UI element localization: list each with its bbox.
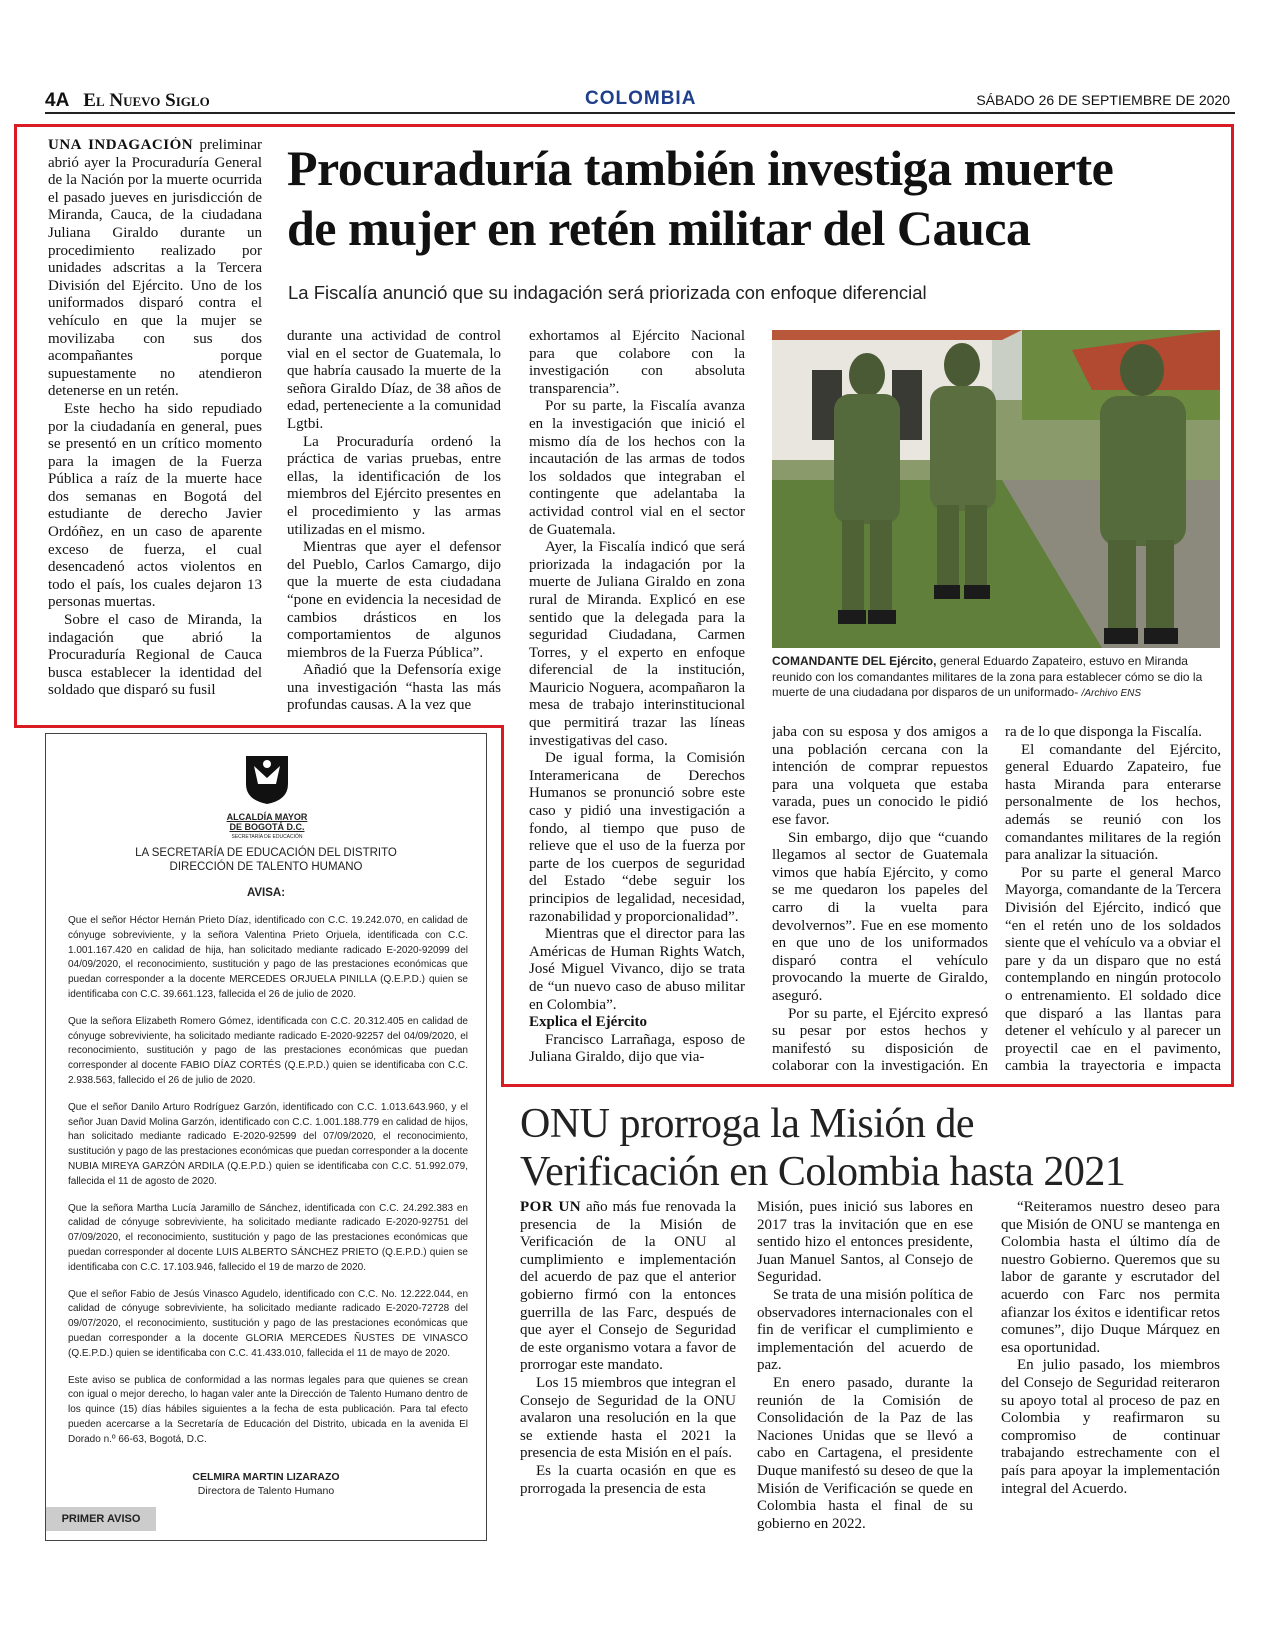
notice-paragraph: Este aviso se publica de conformidad a las normas legales para que quienes se crean con igual o mejor derecho, lo hagan valer ante la Dirección de Talento Humano dentro de los quince (15) días hábiles siguientes a la fecha de esta publicación. Para tal efecto pueden acercarse a la Secretaría de Educación del Distrito, ubicada en la avenida El Dorado n.º 66-63, Bogotá, D.C. — [68, 1374, 468, 1445]
soldiers-photo — [772, 330, 1220, 648]
article1-paragraph: De igual forma, la Comisión Interamericana de Derechos Humanos se pronunció sobre este caso y pidió una investigación a fondo, al tiempo que puso de relieve que el uso de la fuerza por parte de los cuerpos de seguridad del Estado “debe seguir los principios de legalidad, necesidad, razonabilidad y proporcionalidad”. — [529, 750, 745, 925]
notice-signer-role: Directora de Talento Humano — [197, 1485, 335, 1497]
article1-paragraph: Mientras que ayer el defensor del Pueblo, Carlos Camargo, dijo que la muerte de esta ciudadana “pone en evidencia la necesidad de cambios drásticos en los comportamientos de algunos miembros de la Fuerza Pública”. — [287, 539, 501, 661]
notice-department: DIRECCIÓN DE TALENTO HUMANO — [169, 861, 363, 873]
notice-paragraph: Que el señor Danilo Arturo Rodríguez Garzón, identificado con C.C. 1.013.643.960, y el señor Juan David Molina Garzón, identificado con C.C. 1.001.188.779 en calidad de hijos, han solicitado mediante radicado E-2020-92599 del 07/09/2020, el reconocimiento, sustitución y pago de las prestaciones económicas que puedan corresponder a la docente NUBIA MIREYA GARZÓN ARDILA (Q.E.P.D.) quien se identificaba con C.C. 51.992.079, fallecida el 11 de agosto de 2020. — [68, 1101, 468, 1187]
article1-subtitle: La Fiscalía anunció que su indagación será priorizada con enfoque diferencial — [288, 282, 927, 303]
article1-paragraph: Añadió que la Defensoría exige una investigación “hasta las más profundas causas. A la vez que — [287, 662, 501, 714]
mayor-office-label: ALCALDÍA MAYOR DE BOGOTÁ D.C. SECRETARÍA DE EDUCACIÓN — [226, 812, 308, 840]
article2-lead: POR UN — [520, 1199, 582, 1215]
official-notice — [45, 733, 487, 1541]
issue-date: SÁBADO 26 DE SEPTIEMBRE DE 2020 — [976, 92, 1230, 108]
soldiers-photo-illustration — [772, 330, 1220, 648]
article1-column-3 — [529, 328, 745, 1076]
notice-paragraph: Que la señora Elizabeth Romero Gómez, identificada con C.C. 20.312.405 en calidad de cónyuge sobreviviente, ha solicitado mediante radicado E-2020-92257 del 04/09/2020, el reconocimiento, sustitución y pago de las prestaciones económicas que puedan corresponder al docente FABIO DÍAZ CORTÉS (Q.E.P.D.) quien se identificaba con C.C. 2.938.563, fallecido el 26 de julio de 2020. — [68, 1015, 468, 1086]
article1-paragraph: Por su parte el general Marco Mayorga, comandante de la Tercera División del Ejército, indicó que “en el retén uno de los soldados siente que el vehículo va a obviar el pare y da un disparo que no está contemplando en ningún protocolo o entrenamiento. El soldado dice que disparó a las llantas para detener el vehículo y al parecer un proyectil cae en el pavimento, cambia la trayectoria e impacta — [1005, 864, 1221, 1075]
notice-paragraph: Que el señor Héctor Hernán Prieto Díaz, identificado con C.C. 19.242.070, en calidad de cónyuge sobreviviente, y la señora Valentina Prieto Orjuela, identificada con C.C. 1.001.167.420 en calidad de hija, han solicitado mediante radicado E-2020-92099 del 04/09/2020, el reconocimiento, sustitución y pago de las prestaciones económicas que puedan corresponder a la docente MERCEDES ORJUELA PINILLA (Q.E.P.D.) quien se identificaba con C.C. 39.661.123, fallecida el 26 de julio de 2020. — [68, 915, 468, 1000]
article2-paragraph: “Reiteramos nuestro deseo para que Misión de ONU se mantenga en Colombia hasta el último día de nuestro Gobierno. Queremos que su labor de garante y escrutador del acuerdo con Farc nos permita afianzar los éxitos e identificar retos comunes”, dijo Duque Márquez en esa oportunidad. — [1001, 1199, 1220, 1356]
article1-paragraph: Sin embargo, dijo que “cuando llegamos al sector de Guatemala vimos que había Ejército, y como se me quedaron los papeles del carro di la vuelta para devolvernos”. Fue en ese momento en que uno de los uniformados disparó contra el vehículo provocando la muerte de Giraldo, aseguró. — [772, 829, 988, 1004]
article2-paragraph: En julio pasado, los miembros del Consejo de Seguridad reiteraron su apoyo total al proceso de paz en Colombia y reafirmaron su compromiso de continuar trabajando estrechamente con el país para apoyar la implementación integral del Acuerdo. — [1001, 1357, 1220, 1497]
article1-paragraph: Ayer, la Fiscalía indicó que será priorizada la indagación por la muerte de Juliana Giraldo en zona rural de Miranda. Explicó en ese sentido que la delegada para la seguridad Ciudadana, Carmen Torres, y el experto en enfoque diferencial de la institución, Mauricio Noguera, acompañaron la mesa de trabajo interinstitucional que permitirá trazar las líneas investigativas del caso. — [529, 539, 745, 749]
article2-column-1 — [520, 1199, 736, 1544]
article1-column-1 — [48, 137, 262, 719]
page-number: 4A — [45, 90, 70, 111]
article1-paragraph: El comandante del Ejército, general Eduardo Zapateiro, fue hasta Miranda para enterarse personalmente de los hechos, además se reunió con los comandantes militares de la región para analizar la situación. — [1005, 741, 1221, 864]
article1-column-2 — [287, 328, 501, 720]
notice-tag: PRIMER AVISO — [46, 1507, 156, 1531]
notice-avisa: AVISA: — [246, 887, 286, 899]
article1-lead: UNA INDAGACIÓN — [48, 137, 194, 153]
article1-text: preliminar abrió ayer la Procuraduría General de la Nación por la muerte ocurrida el pasado jueves en jurisdicción de Miranda, Cauca, de la ciudadana Juliana Giraldo durante un procedimiento realizado por unidades adscritas a la Tercera División del Ejército. Uno de los uniformados disparó contra el vehículo en que la mujer se movilizaba con sus dos acompañantes porque supuestamente no atendieron detenerse en un retén. — [48, 137, 262, 400]
masthead-left — [45, 90, 210, 112]
notice-body — [68, 914, 468, 1460]
article1-paragraph: Por su parte, la Fiscalía avanza en la investigación que inició el mismo día de los hechos con la incautación de las armas de todos los soldados que integraban el contingente que adelantaba la actividad control vial en el sector de Guatemala. — [529, 398, 745, 538]
photo-credit: /Archivo ENS — [1081, 688, 1142, 699]
article1-paragraph: exhortamos al Ejército Nacional para que colabore con la investigación con absoluta transparencia”. — [529, 328, 745, 397]
article1-paragraph: Mientras que el director para las Américas de Human Rights Watch, José Miguel Vivanco, dijo se trata de “un nuevo caso de abuso militar en Colombia”. — [529, 926, 745, 1013]
article1-paragraph: Por su parte, el Ejército expresó su pesar por estos hechos y manifestó su disposición de colaborar con la investigación. En — [772, 1005, 988, 1075]
photo-caption — [772, 654, 1220, 702]
article2-paragraph: En enero pasado, durante la reunión de la Comisión de Consolidación de la Paz de las Naciones Unidas que se llevó a cabo en Cartagena, el presidente Duque manifestó su deseo de que la Misión de Verificación se quede en Colombia hasta el final de su gobierno en 2022. — [757, 1374, 973, 1532]
article1-paragraph: Francisco Larrañaga, esposo de Juliana Giraldo, dijo que via- — [529, 1031, 745, 1066]
article1-paragraph: jaba con su esposa y dos amigos a una población cercana con la intención de comprar repuestos para una volqueta que estaba varada, pues un conocido le pidió ese favor. — [772, 724, 988, 828]
article1-column-4 — [772, 724, 988, 1076]
caption-text: general Eduardo Zapateiro, estuvo en Miranda reunido con los comandantes militares de la zona para establecer cómo se dio la muerte de una ciudadana por disparos de un uniformado- — [772, 654, 1203, 699]
notice-signer: CELMIRA MARTIN LIZARAZO — [192, 1471, 340, 1483]
article1-paragraph: Sobre el caso de Miranda, la indagación que abrió la Procuraduría Regional de Cauca busca establecer la identidad del soldado que disparó su fusil — [48, 612, 262, 699]
notice-organization: LA SECRETARÍA DE EDUCACIÓN DEL DISTRITO — [135, 847, 397, 859]
section-title: COLOMBIA — [585, 88, 697, 109]
notice-paragraph: Que el señor Fabio de Jesús Vinasco Agudelo, identificado con C.C. No. 12.222.044, en calidad de cónyuge sobreviviente, ha solicitado mediante radicado E-2020-72728 del 09/07/2020, el reconocimiento, sustitución y pago de las prestaciones económicas que puedan corresponder a la docente GLORIA MERCEDES ÑUSTES DE VINASCO (Q.E.P.D.) quien se identificaba con C.C. 41.433.010, fallecida el 11 de mayo de 2020. — [68, 1288, 468, 1359]
article1-column-5 — [1005, 724, 1221, 1076]
article2-paragraph: Misión, pues inició sus labores en 2017 tras la invitación que en ese sentido hizo el entonces presidente, Juan Manuel Santos, al Consejo de Seguridad. — [757, 1199, 973, 1286]
article2-column-2 — [757, 1199, 973, 1544]
article2-column-3 — [1001, 1199, 1220, 1544]
header-rule — [45, 112, 1235, 114]
caption-lead: COMANDANTE DEL Ejército, — [772, 654, 937, 668]
article2-paragraph: Los 15 miembros que integran el Consejo de Seguridad de la ONU avalaron una resolución en la que se extiende hasta el 2021 la presencia de esta Misión en el país. — [520, 1374, 736, 1462]
article1-paragraph: durante una actividad de control vial en el sector de Guatemala, lo que habría causado la muerte de la señora Giraldo Díaz, de 38 años de edad, perteneciente a la comunidad Lgtbi. — [287, 328, 501, 432]
highlight-frame-right — [1231, 124, 1234, 1087]
highlight-frame-step-bottom — [14, 725, 504, 728]
article2-text: año más fue renovada la presencia de la Misión de Verificación de la ONU al cumplimiento e implementación del acuerdo de paz que el anterior gobierno firmó con la entonces guerrilla de las Farc, después de que ayer el Consejo de Seguridad de este organismo votara a favor de prorrogar este mandato. — [520, 1199, 736, 1374]
article1-paragraph: ra de lo que disponga la Fiscalía. — [1005, 724, 1203, 740]
article1-subhead: Explica el Ejército — [529, 1014, 648, 1031]
article1-headline: Procuraduría también investiga muerte de mujer en retén militar del Cauca — [287, 140, 1114, 256]
highlight-frame-step-side — [501, 725, 504, 1087]
article2-paragraph: Es la cuarta ocasión en que es prorrogada la presencia de esta — [520, 1462, 736, 1497]
article1-paragraph: Este hecho ha sido repudiado por la ciudadanía en general, pues se presentó en un crítico momento para la imagen de la Fuerza Pública a raíz de la muerte hace dos semanas en Bogotá del estudiante de derecho Javier Ordóñez, en un caso de aparente exceso de fuerza, el cual desencadenó actos violentos en todo el país, los cuales dejaron 13 personas muertas. — [48, 400, 262, 611]
bogota-crest-icon — [244, 754, 290, 806]
notice-paragraph: Que la señora Martha Lucía Jaramillo de Sánchez, identificada con C.C. 24.292.383 en calidad de cónyuge sobreviviente, ha solicitado mediante radicado E-2020-92751 del 07/09/2020, el reconocimiento, sustitución y pago de las prestaciones económicas que puedan corresponder al docente LUIS ALBERTO SÁNCHEZ PRIETO (Q.E.P.D.) quien se identificaba con C.C. 17.103.946, fallecido el 19 de marzo de 2020. — [68, 1202, 468, 1273]
article2-headline: ONU prorroga la Misión de Verificación en Colombia hasta 2021 — [520, 1101, 1126, 1195]
highlight-frame-bottom — [501, 1084, 1234, 1087]
article2-paragraph: Se trata de una misión política de observadores internacionales con el fin de verificar el cumplimiento e implementación del acuerdo de paz. — [757, 1286, 973, 1374]
newspaper-name: El Nuevo Siglo — [83, 90, 210, 111]
article1-paragraph: La Procuraduría ordenó la práctica de varias pruebas, entre ellas, la identificación de los miembros del Ejército presentes en el procedimiento y las armas utilizadas en el mismo. — [287, 433, 501, 538]
